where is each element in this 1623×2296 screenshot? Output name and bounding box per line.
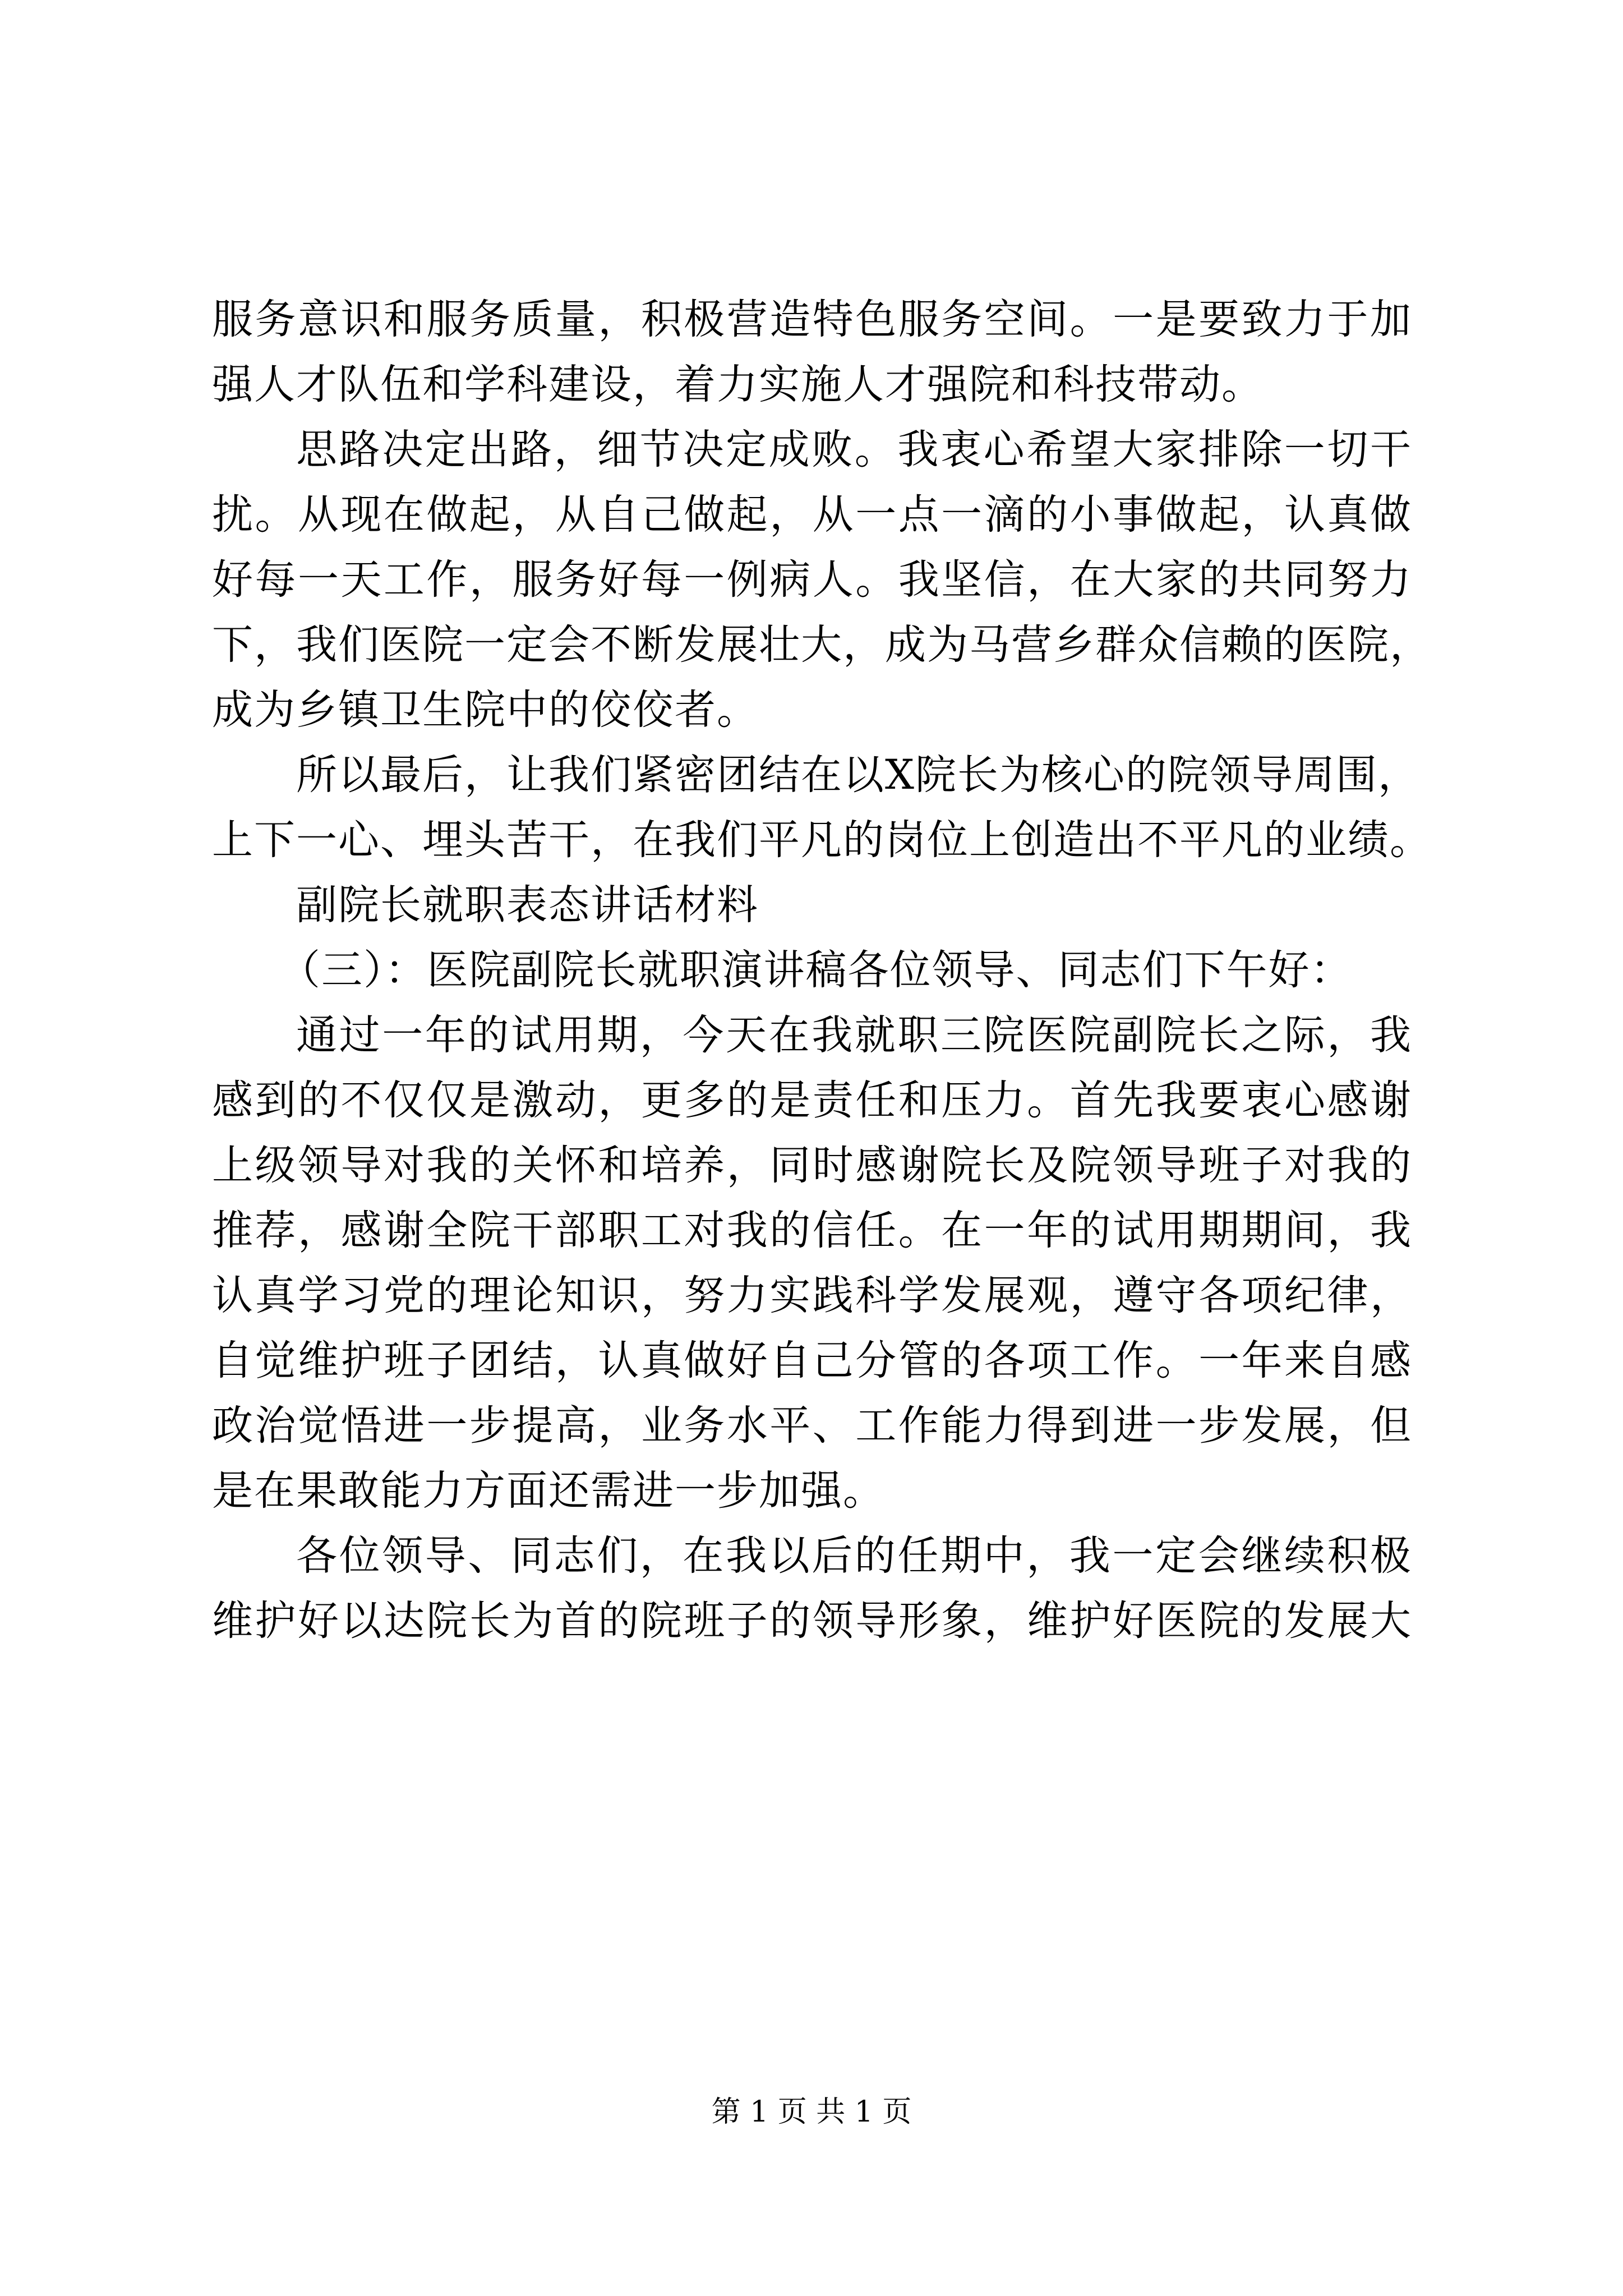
paragraph-start-line: 所以最后，让我们紧密团结在以X院长为核心的院领导周围， (296, 751, 1420, 799)
text-line: 服务意识和服务质量，积极营造特色服务空间。一是要致力于加 (212, 296, 1412, 343)
text-line: 上下一心、埋头苦干，在我们平凡的岗位上创造出不平凡的业绩。 (212, 816, 1432, 864)
page-number-footer: 第 1 页 共 1 页 (711, 2095, 912, 2129)
paragraph-start-line: 各位领导、同志们，在我以后的任期中，我一定会继续积极 (296, 1532, 1412, 1580)
paragraph-start-line: 通过一年的试用期，今天在我就职三院医院副院长之际，我 (296, 1011, 1412, 1059)
text-line: 推荐，感谢全院干部职工对我的信任。在一年的试用期期间，我 (212, 1207, 1412, 1254)
text-line: 感到的不仅仅是激动，更多的是责任和压力。首先我要衷心感谢 (212, 1076, 1412, 1124)
subheading-line: （三）：医院副院长就职演讲稿各位领导、同志们下午好： (279, 946, 1353, 994)
text-line: 上级领导对我的关怀和培养，同时感谢院长及院领导班子对我的 (212, 1142, 1412, 1189)
text-line: 扰。从现在做起，从自己做起，从一点一滴的小事做起，认真做 (212, 491, 1412, 539)
document-body (212, 287, 1432, 1654)
paragraph-start-line: 思路决定出路，细节决定成败。我衷心希望大家排除一切干 (296, 426, 1412, 473)
text-line: 认真学习党的理论知识，努力实践科学发展观，遵守各项纪律， (212, 1272, 1412, 1319)
text-line: 自觉维护班子团结，认真做好自己分管的各项工作。一年来自感 (212, 1337, 1412, 1384)
text-line: 好每一天工作，服务好每一例病人。我坚信，在大家的共同努力 (212, 556, 1412, 604)
text-line: 维护好以达院长为首的院班子的领导形象，维护好医院的发展大 (212, 1597, 1412, 1645)
section-heading: 副院长就职表态讲话材料 (296, 881, 759, 929)
text-line: 强人才队伍和学科建设，着力实施人才强院和科技带动。 (212, 361, 1264, 408)
text-line: 是在果敢能力方面还需进一步加强。 (212, 1467, 885, 1515)
text-line: 成为乡镇卫生院中的佼佼者。 (212, 686, 759, 734)
text-line: 政治觉悟进一步提高，业务水平、工作能力得到进一步发展，但 (212, 1402, 1412, 1450)
text-line: 下，我们医院一定会不断发展壮大，成为马营乡群众信赖的医院， (212, 621, 1432, 669)
